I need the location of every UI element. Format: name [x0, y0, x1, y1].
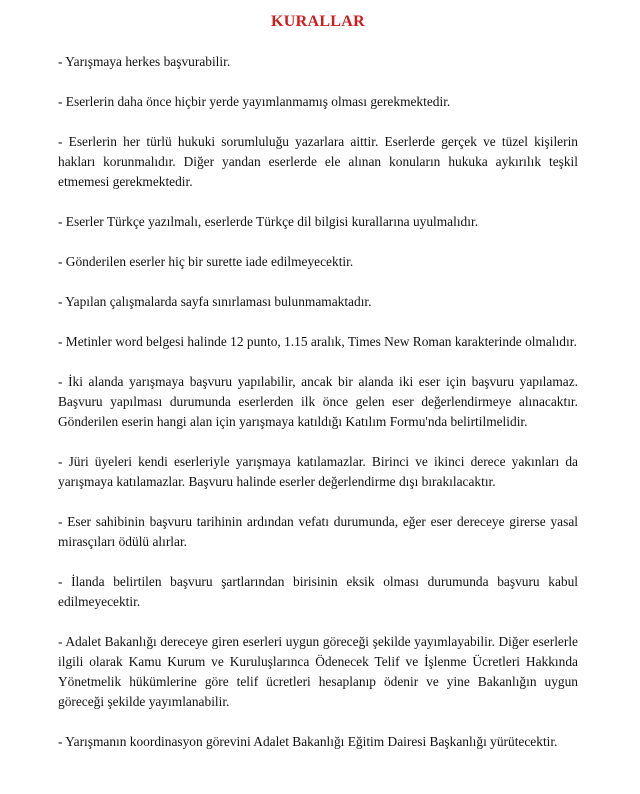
- rule-item: - Eser sahibinin başvuru tarihinin ardından vefatı durumunda, eğer eser dereceye girerse yasal mirasçıları ödülü alırlar.: [58, 514, 578, 549]
- rule-item: - Eserler Türkçe yazılmalı, eserlerde Türkçe dil bilgisi kurallarına uyulmalıdır.: [58, 214, 479, 229]
- rule-item: - Jüri üyeleri kendi eserleriyle yarışmaya katılamazlar. Birinci ve ikinci derece yakınları da yarışmaya katılamazlar. Başvuru halinde eserler değerlendirme dışı bırakılacaktır.: [58, 454, 578, 489]
- rule-item: - İlanda belirtilen başvuru şartlarından birisinin eksik olması durumunda başvuru kabul edilmeyecektir.: [58, 574, 578, 609]
- rules-document: [58, 12, 578, 752]
- document-title: KURALLAR: [271, 13, 365, 30]
- rule-item: - Metinler word belgesi halinde 12 punto, 1.15 aralık, Times New Roman karakterinde olmalıdır.: [58, 334, 577, 349]
- rule-item: - Eserlerin her türlü hukuki sorumluluğu yazarlara aittir. Eserlerde gerçek ve tüzel kişilerin hakları korunmalıdır. Diğer yandan eserlerde ele alınan konuların hukuka aykırılık teşkil etmemesi gerekmektedir.: [58, 134, 578, 189]
- rule-item: - Eserlerin daha önce hiçbir yerde yayımlanmamış olması gerekmektedir.: [58, 94, 451, 109]
- rule-item: - Adalet Bakanlığı dereceye giren eserleri uygun göreceği şekilde yayımlayabilir. Diğer eserlerle ilgili olarak Kamu Kurum ve Kuruluşlarınca Ödenecek Telif ve İşlenme Ücretleri Hakkında Yönetmelik hükümlerine göre telif ücretleri hesaplanıp ödenir ve yine Bakanlığın uygun göreceği şekilde yayımlanabilir.: [58, 634, 578, 709]
- rule-item: - Yarışmaya herkes başvurabilir.: [58, 54, 231, 69]
- rule-item: - Gönderilen eserler hiç bir surette iade edilmeyecektir.: [58, 254, 354, 269]
- rule-item: - Yapılan çalışmalarda sayfa sınırlaması bulunmamaktadır.: [58, 294, 372, 309]
- rule-item: - Yarışmanın koordinasyon görevini Adalet Bakanlığı Eğitim Dairesi Başkanlığı yürütecektir.: [58, 734, 558, 749]
- rule-item: - İki alanda yarışmaya başvuru yapılabilir, ancak bir alanda iki eser için başvuru yapılamaz. Başvuru yapılması durumunda eserlerden ilk önce gelen eser değerlendirmeye alınacaktır. Gönderilen eserin hangi alan için yarışmaya katıldığı Katılım Formu'nda belirtilmelidir.: [58, 374, 578, 429]
